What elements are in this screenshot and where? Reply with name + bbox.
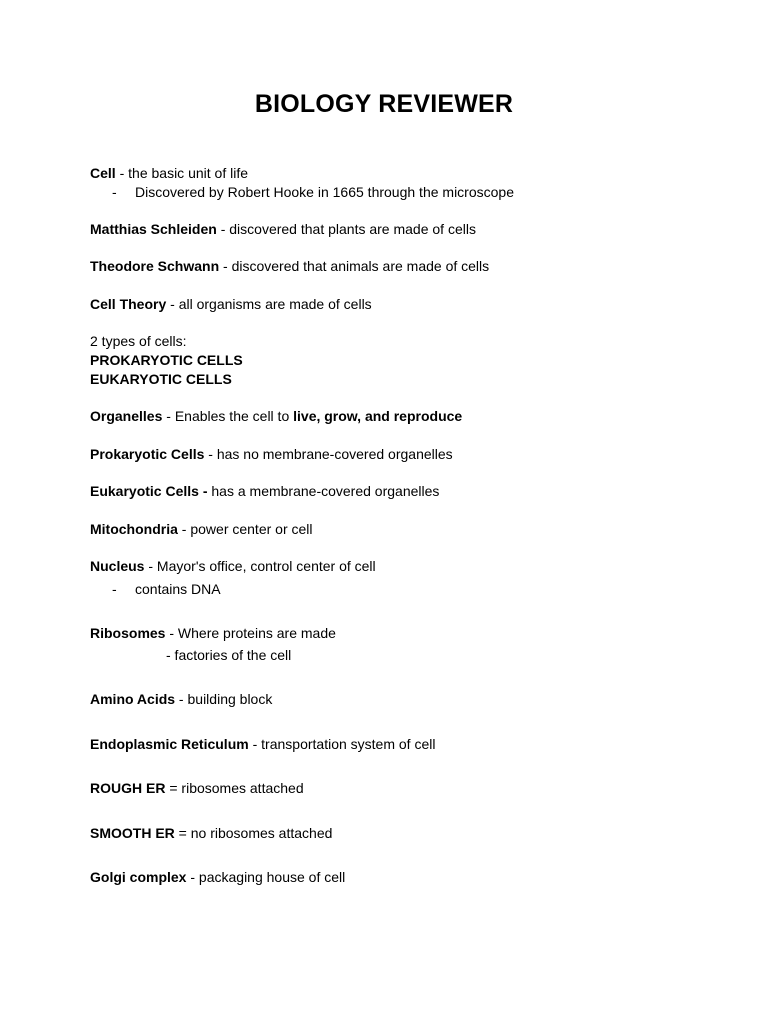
entry-mitochondria [90, 520, 313, 538]
term-label: Nucleus [90, 558, 145, 574]
entry-nucleus [90, 557, 376, 575]
definition-text: Mayor's office, control center of cell [156, 558, 376, 574]
separator: = [165, 780, 182, 796]
term-label: ROUGH ER [90, 780, 166, 796]
entry-cell [90, 164, 248, 182]
entry-cell-theory [90, 295, 372, 313]
eukaryotic-cells-heading: EUKARYOTIC CELLS [90, 371, 232, 387]
bullet-text: Discovered by Robert Hooke in 1665 through the microscope [135, 184, 514, 200]
separator: - [115, 165, 129, 181]
term-label: Prokaryotic Cells [90, 446, 205, 462]
entry-ribosomes [90, 624, 336, 642]
entry-rough-er [90, 779, 304, 797]
separator: - [162, 408, 175, 424]
definition-text: Enables the cell to [174, 408, 294, 424]
term-label: SMOOTH ER [90, 825, 175, 841]
entry-theodore-schwann [90, 257, 489, 275]
entry-amino-acids [90, 690, 272, 708]
term-label: Cell Theory [90, 296, 167, 312]
entry-prokaryotic-cells [90, 445, 453, 463]
definition-text: the basic unit of life [128, 165, 248, 181]
definition-text: has a membrane-covered organelles [211, 483, 440, 499]
entry-organelles [90, 407, 462, 425]
entry-matthias-schleiden [90, 220, 476, 238]
term-label: Eukaryotic Cells - [90, 483, 208, 499]
term-label: Ribosomes [90, 625, 166, 641]
bullet-dash: - [112, 184, 117, 200]
term-label: Endoplasmic Reticulum [90, 736, 249, 752]
term-label: Golgi complex [90, 869, 187, 885]
term-label: Matthias Schleiden [90, 221, 217, 237]
term-label: Mitochondria [90, 521, 178, 537]
separator: = [174, 825, 191, 841]
page-title: BIOLOGY REVIEWER [254, 90, 514, 118]
separator: - [219, 258, 232, 274]
separator: - [175, 691, 188, 707]
definition-text: packaging house of cell [198, 869, 346, 885]
definition-text: Where proteins are made [177, 625, 336, 641]
term-label: Organelles [90, 408, 163, 424]
separator: - [177, 521, 191, 537]
definition-text: discovered that animals are made of cells [231, 258, 490, 274]
definition-text: power center or cell [190, 521, 313, 537]
bullet-dash: - [112, 581, 117, 597]
bullet-text: contains DNA [135, 581, 221, 597]
bullet-item [112, 580, 221, 598]
types-of-cells-label: 2 types of cells: [90, 333, 187, 349]
separator: - [186, 869, 199, 885]
indented-note: - factories of the cell [166, 647, 292, 663]
definition-text: transportation system of cell [261, 736, 436, 752]
separator: - [166, 296, 179, 312]
entry-golgi-complex [90, 868, 345, 886]
prokaryotic-cells-heading: PROKARYOTIC CELLS [90, 352, 243, 368]
term-label: Cell [90, 165, 116, 181]
separator: - [216, 221, 230, 237]
entry-smooth-er [90, 824, 332, 842]
definition-text: all organisms are made of cells [178, 296, 372, 312]
definition-text: no ribosomes attached [190, 825, 333, 841]
bullet-item [112, 183, 514, 201]
term-label: Amino Acids [90, 691, 176, 707]
separator: - [248, 736, 262, 752]
definition-text: ribosomes attached [181, 780, 304, 796]
definition-text: has no membrane-covered organelles [216, 446, 453, 462]
term-label: Theodore Schwann [90, 258, 220, 274]
separator: - [165, 625, 178, 641]
separator: - [204, 446, 217, 462]
definition-text: building block [187, 691, 273, 707]
definition-text: discovered that plants are made of cells [229, 221, 476, 237]
entry-endoplasmic-reticulum [90, 735, 435, 753]
entry-eukaryotic-cells [90, 482, 439, 500]
definition-emphasis: live, grow, and reproduce [293, 408, 463, 424]
separator: - [144, 558, 157, 574]
